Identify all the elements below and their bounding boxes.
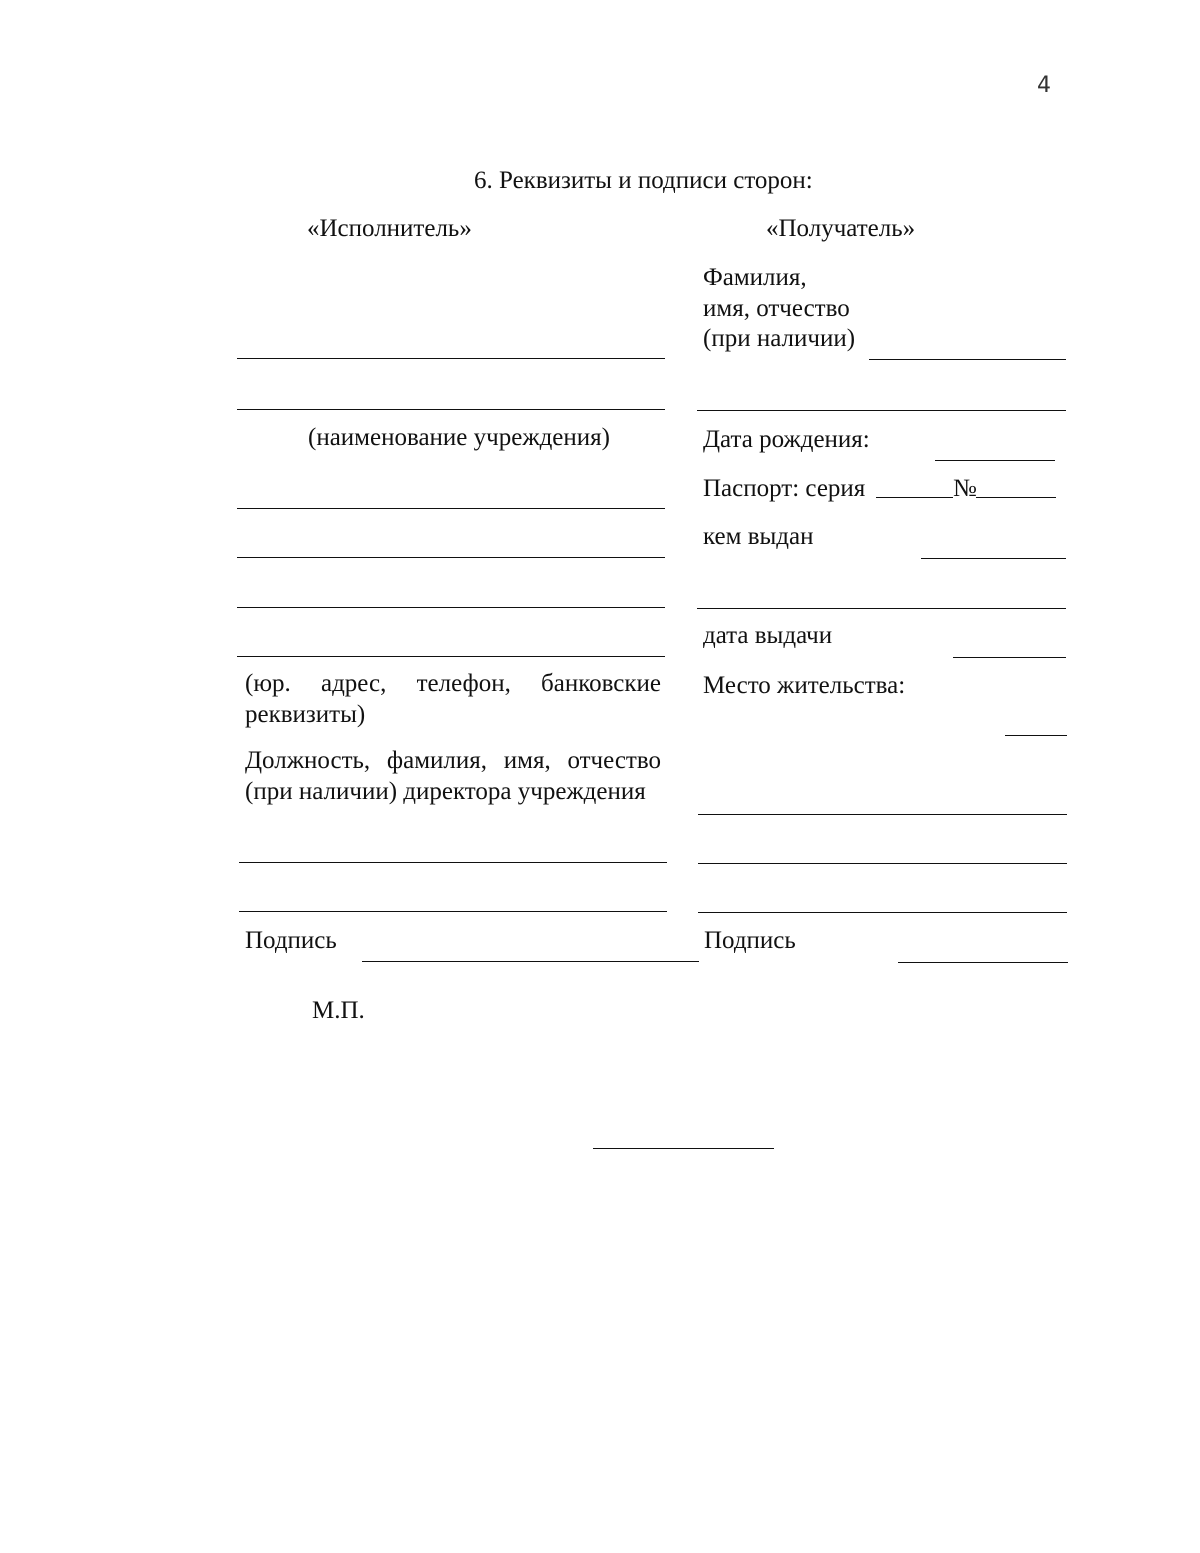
section-title: 6. Реквизиты и подписи сторон: bbox=[474, 167, 813, 194]
executor-director-line-2[interactable] bbox=[239, 911, 667, 912]
recipient-birth-date-line[interactable] bbox=[935, 460, 1055, 461]
footer-divider bbox=[593, 1148, 774, 1149]
executor-director-caption: Должность, фамилия, имя, отчество (при наличии) директора учреждения bbox=[245, 747, 661, 806]
recipient-passport-series-line[interactable] bbox=[876, 497, 953, 498]
recipient-fio-line3: (при наличии) bbox=[703, 325, 856, 352]
recipient-residence-line-2[interactable] bbox=[698, 814, 1067, 815]
executor-address-line-2[interactable] bbox=[237, 557, 665, 558]
recipient-birth-date-label: Дата рождения: bbox=[703, 426, 870, 453]
recipient-residence-line-1[interactable] bbox=[1005, 735, 1067, 736]
recipient-fio-line2: имя, отчество bbox=[703, 295, 850, 322]
recipient-issued-by-line-1[interactable] bbox=[921, 558, 1066, 559]
recipient-issued-by-line-2[interactable] bbox=[697, 608, 1066, 609]
recipient-passport-label: Паспорт: серия bbox=[703, 475, 866, 502]
executor-address-line-3[interactable] bbox=[237, 607, 665, 608]
executor-heading: «Исполнитель» bbox=[307, 215, 472, 242]
recipient-passport-number-line[interactable] bbox=[976, 497, 1056, 498]
recipient-signature-line[interactable] bbox=[898, 962, 1068, 963]
recipient-issued-by-label: кем выдан bbox=[703, 523, 814, 550]
stamp-label: М.П. bbox=[312, 997, 365, 1024]
recipient-fio-line1: Фамилия, bbox=[703, 264, 807, 291]
recipient-issue-date-label: дата выдачи bbox=[703, 622, 833, 649]
executor-address-line-4[interactable] bbox=[237, 656, 665, 657]
recipient-fio-line[interactable] bbox=[869, 359, 1066, 360]
recipient-residence-line-4[interactable] bbox=[698, 912, 1067, 913]
executor-director-line-1[interactable] bbox=[239, 862, 667, 863]
executor-signature-line[interactable] bbox=[362, 961, 699, 962]
recipient-residence-label: Место жительства: bbox=[703, 672, 906, 699]
executor-signature-label: Подпись bbox=[245, 927, 337, 954]
executor-name-line-1[interactable] bbox=[237, 358, 665, 359]
executor-name-caption: (наименование учреждения) bbox=[308, 424, 610, 451]
recipient-issue-date-line[interactable] bbox=[953, 657, 1066, 658]
recipient-passport-number-label: № bbox=[953, 475, 977, 502]
recipient-heading: «Получатель» bbox=[766, 215, 916, 242]
executor-address-caption: (юр. адрес, телефон, банковские реквизиты) bbox=[245, 670, 661, 729]
page-number: 4 bbox=[1037, 73, 1051, 98]
recipient-residence-line-3[interactable] bbox=[698, 863, 1067, 864]
recipient-fio-line-2[interactable] bbox=[697, 410, 1066, 411]
recipient-signature-label: Подпись bbox=[704, 927, 796, 954]
executor-name-line-2[interactable] bbox=[237, 409, 665, 410]
executor-address-line-1[interactable] bbox=[237, 508, 665, 509]
